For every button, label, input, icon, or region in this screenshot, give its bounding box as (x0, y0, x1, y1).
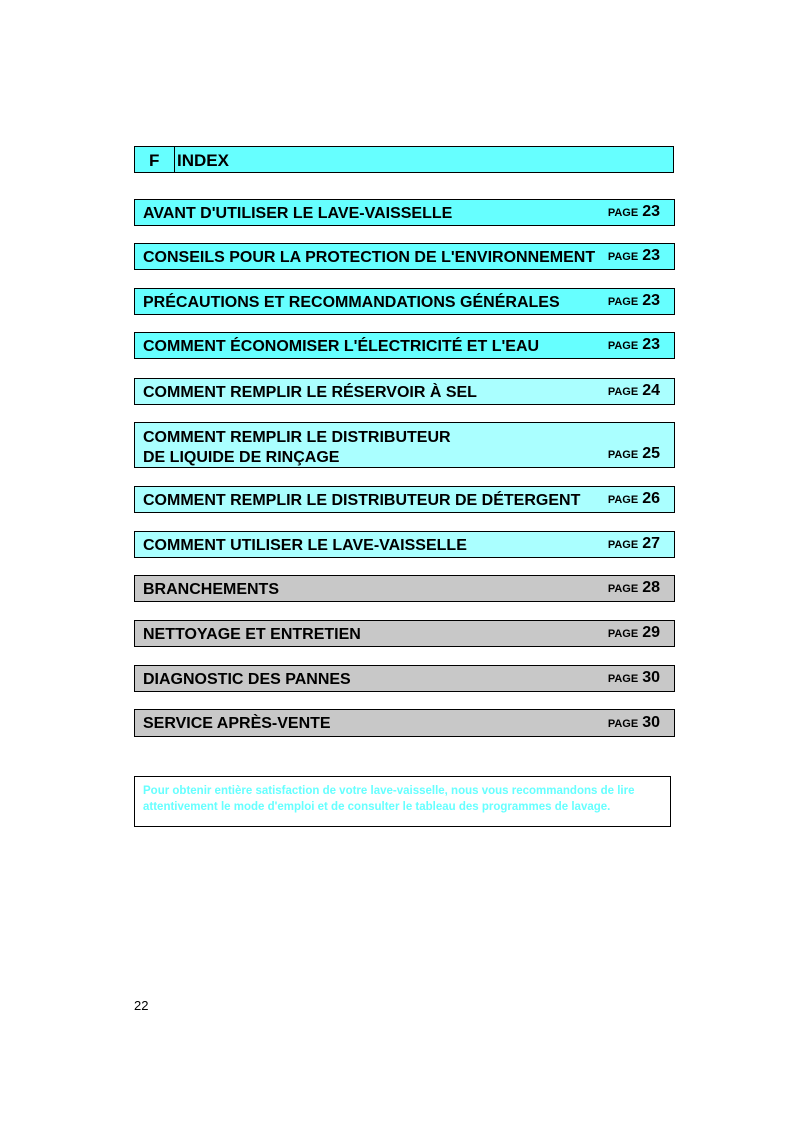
recommendation-note: Pour obtenir entière satisfaction de votre lave-vaisselle, nous vous recommandons de lire attentivement le mode d'emploi et de consulter le tableau des programmes de lavage. (134, 776, 671, 827)
entry-title: SERVICE APRÈS-VENTE (143, 715, 331, 732)
entry-title: AVANT D'UTILISER LE LAVE-VAISSELLE (143, 205, 453, 222)
entry-page: PAGE 30 (607, 714, 660, 731)
entry-page: PAGE 27 (607, 535, 660, 552)
index-entry[interactable] (134, 378, 675, 405)
entry-page: PAGE 29 (607, 624, 660, 641)
index-entry[interactable] (134, 575, 675, 602)
index-entry[interactable] (134, 486, 675, 513)
entry-title: COMMENT REMPLIR LE DISTRIBUTEUR DE DÉTERGENT (143, 492, 581, 509)
entry-page: PAGE 24 (607, 382, 660, 399)
entry-page: PAGE 23 (607, 247, 660, 264)
language-letter: F (135, 147, 175, 172)
entry-page: PAGE 30 (607, 669, 660, 686)
entry-title: BRANCHEMENTS (143, 581, 279, 598)
entry-title: COMMENT REMPLIR LE RÉSERVOIR À SEL (143, 384, 477, 401)
index-title: INDEX (177, 151, 229, 170)
entry-page: PAGE 23 (607, 292, 660, 309)
index-entry[interactable] (134, 199, 675, 226)
entry-title: CONSEILS POUR LA PROTECTION DE L'ENVIRONNEMENT (143, 249, 596, 266)
index-entry[interactable] (134, 422, 675, 468)
index-entry[interactable] (134, 531, 675, 558)
entry-title: NETTOYAGE ET ENTRETIEN (143, 626, 361, 643)
index-entry[interactable] (134, 620, 675, 647)
entry-page: PAGE 25 (607, 445, 660, 462)
entry-title: COMMENT ÉCONOMISER L'ÉLECTRICITÉ ET L'EAU (143, 338, 540, 355)
index-entry[interactable] (134, 332, 675, 359)
page-number: 22 (134, 998, 149, 1013)
index-header (134, 146, 674, 173)
entry-title: PRÉCAUTIONS ET RECOMMANDATIONS GÉNÉRALES (143, 294, 560, 311)
entry-page: PAGE 28 (607, 579, 660, 596)
index-entry[interactable] (134, 665, 675, 692)
index-entry[interactable] (134, 243, 675, 270)
entry-title: COMMENT UTILISER LE LAVE-VAISSELLE (143, 537, 467, 554)
entry-title: COMMENT REMPLIR LE DISTRIBUTEUR DE LIQUIDE DE RINÇAGE (143, 429, 451, 466)
entry-page: PAGE 26 (607, 490, 660, 507)
index-entry[interactable] (134, 709, 675, 737)
entry-page: PAGE 23 (607, 336, 660, 353)
entry-title: DIAGNOSTIC DES PANNES (143, 671, 351, 688)
index-entry[interactable] (134, 288, 675, 315)
entry-page: PAGE 23 (607, 203, 660, 220)
